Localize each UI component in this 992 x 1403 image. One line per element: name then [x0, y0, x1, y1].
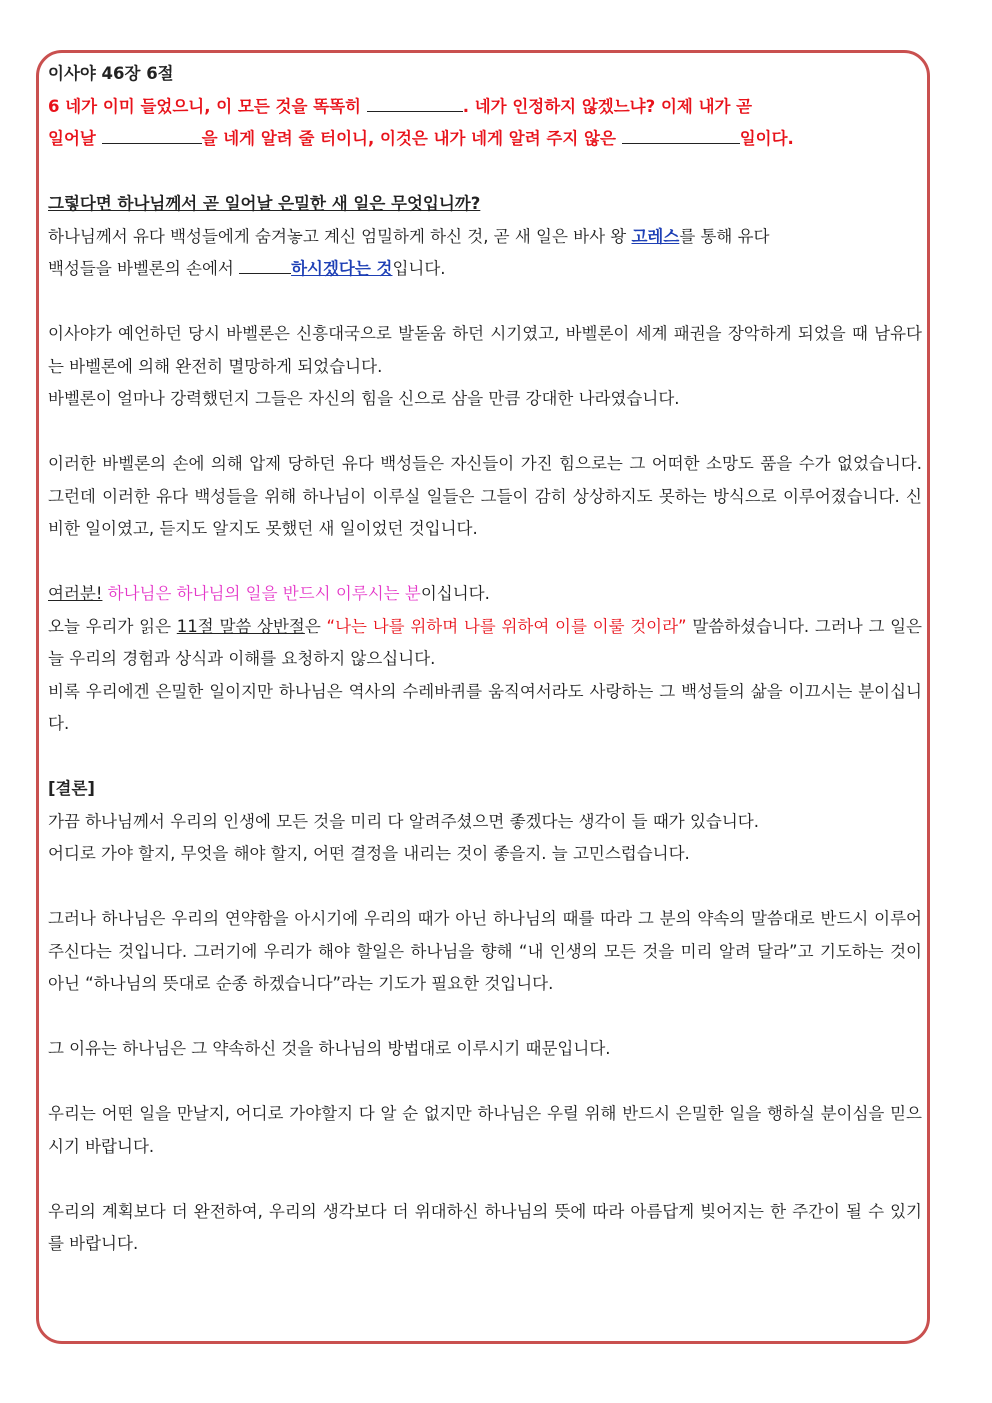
- conclusion-heading: [결론]: [48, 779, 95, 798]
- verse-line-2: [48, 123, 922, 156]
- verse-text: 6 네가 이미 들었으니, 이 모든 것을 똑똑히: [48, 96, 367, 116]
- verse-line-1: [48, 91, 922, 124]
- quoted-verse: “나는 나를 위하며 나를 위하여 이를 이룰 것이라”: [326, 616, 687, 636]
- verse-text: 일이다.: [739, 129, 794, 148]
- scripture-reference: 이사야 46장 6절: [48, 64, 174, 83]
- paragraph-exhortation: [48, 578, 922, 611]
- verse-text: . 네가 인정하지 않겠느냐? 이제 내가 곧: [462, 96, 753, 116]
- paragraph-babylon: 이사야가 예언하던 당시 바벨론은 신흥대국으로 발돋움 하던 시기였고, 바벨론이 세계 패권을 장악하게 되었을 때 남유다는 바벨론에 의해 완전히 멸망하게 되었습니다.: [48, 324, 922, 376]
- emphasis-text: 하나님은 하나님의 일을 반드시 이루시는 분: [102, 584, 421, 603]
- conclusion-paragraph-3: 그러나 하나님은 우리의 연약함을 아시기에 우리의 때가 아닌 하나님의 때를 따라 그 분의 약속의 말씀대로 반드시 이루어주신다는 것입니다. 그러기에 우리가 해야 할일은 하나님을 향해 “내 인생의 모든 것을 미리 알려 달라”고 기도하는 것이 아닌 “하나님의 뜻대로 순종 하겠습니다”라는 기도가 필요한 것입니다.: [48, 909, 922, 993]
- verse-text: 을 네게 알려 줄 터이니, 이것은 내가 네게 알려 주지 않은: [201, 129, 622, 148]
- question-heading: 그렇다면 하나님께서 곧 일어날 은밀한 새 일은 무엇입니까?: [48, 194, 481, 213]
- conclusion-paragraph-4: 그 이유는 하나님은 그 약속하신 것을 하나님의 방법대로 이루시기 때문입니다.: [48, 1039, 611, 1058]
- body-text: 오늘 우리가 읽은: [48, 616, 177, 636]
- paragraph-history: 비록 우리에겐 은밀한 일이지만 하나님은 역사의 수레바퀴를 움직여서라도 사랑하는 그 백성들의 삶을 이끄시는 분이십니다.: [48, 681, 922, 733]
- paragraph-verse-11: [48, 611, 922, 676]
- blank-2: [102, 125, 202, 144]
- document-body: [48, 58, 922, 1261]
- conclusion-paragraph-5: 우리는 어떤 일을 만날지, 어디로 가야할지 다 알 순 없지만 하나님은 우릴 위해 반드시 은밀한 일을 행하실 분이심을 믿으시기 바랍니다.: [48, 1104, 922, 1156]
- answer-highlight: 하시겠다는 것: [291, 259, 393, 278]
- conclusion-line-1: 가끔 하나님께서 우리의 인생에 모든 것을 미리 다 알려주셨으면 좋겠다는 생각이 들 때가 있습니다.: [48, 811, 759, 831]
- cyrus-highlight: 고레스: [631, 226, 680, 246]
- verse-reference: 11절 말씀 상반절: [176, 616, 305, 636]
- body-text: 이십니다.: [420, 584, 490, 603]
- blank-4: [239, 255, 291, 274]
- paragraph-babylon-power: 바벨론이 얼마나 강력했던지 그들은 자신의 힘을 신으로 삼을 만큼 강대한 나라였습니다.: [48, 389, 680, 408]
- answer-text: 입니다.: [392, 259, 446, 278]
- verse-text: 일어날: [48, 129, 102, 148]
- conclusion-paragraph-6: 우리의 계획보다 더 완전하여, 우리의 생각보다 더 위대하신 하나님의 뜻에 따라 아름답게 빚어지는 한 주간이 될 수 있기를 바랍니다.: [48, 1201, 922, 1253]
- body-text: 은: [304, 616, 327, 636]
- blank-1: [367, 93, 463, 112]
- blank-3: [622, 125, 740, 144]
- answer-line-1: [48, 221, 922, 254]
- body-text: 말씀하셨습니다. 그러나 그 일은 늘 우리의 경험과 상식과 이해를 요청하지 않으십니다.: [48, 616, 922, 668]
- answer-text: 를 통해 유다: [679, 226, 770, 246]
- exclamation: 여러분!: [48, 584, 103, 603]
- paragraph-oppression: 이러한 바벨론의 손에 의해 압제 당하던 유다 백성들은 자신들이 가진 힘으로는 그 어떠한 소망도 품을 수가 없었습니다. 그런데 이러한 유다 백성들을 위해 하나님이 이루실 일들은 그들이 감히 상상하지도 못하는 방식으로 이루어졌습니다. 신비한 일이였고, 듣지도 알지도 못했던 새 일이었던 것입니다.: [48, 454, 922, 538]
- answer-text: 백성들을 바벨론의 손에서: [48, 259, 240, 278]
- answer-line-2: [48, 253, 922, 286]
- answer-text: 하나님께서 유다 백성들에게 숨겨놓고 계신 엄밀하게 하신 것, 곧 새 일은 바사 왕: [48, 226, 632, 246]
- conclusion-line-2: 어디로 가야 할지, 무엇을 해야 할지, 어떤 결정을 내리는 것이 좋을지. 늘 고민스럽습니다.: [48, 844, 690, 863]
